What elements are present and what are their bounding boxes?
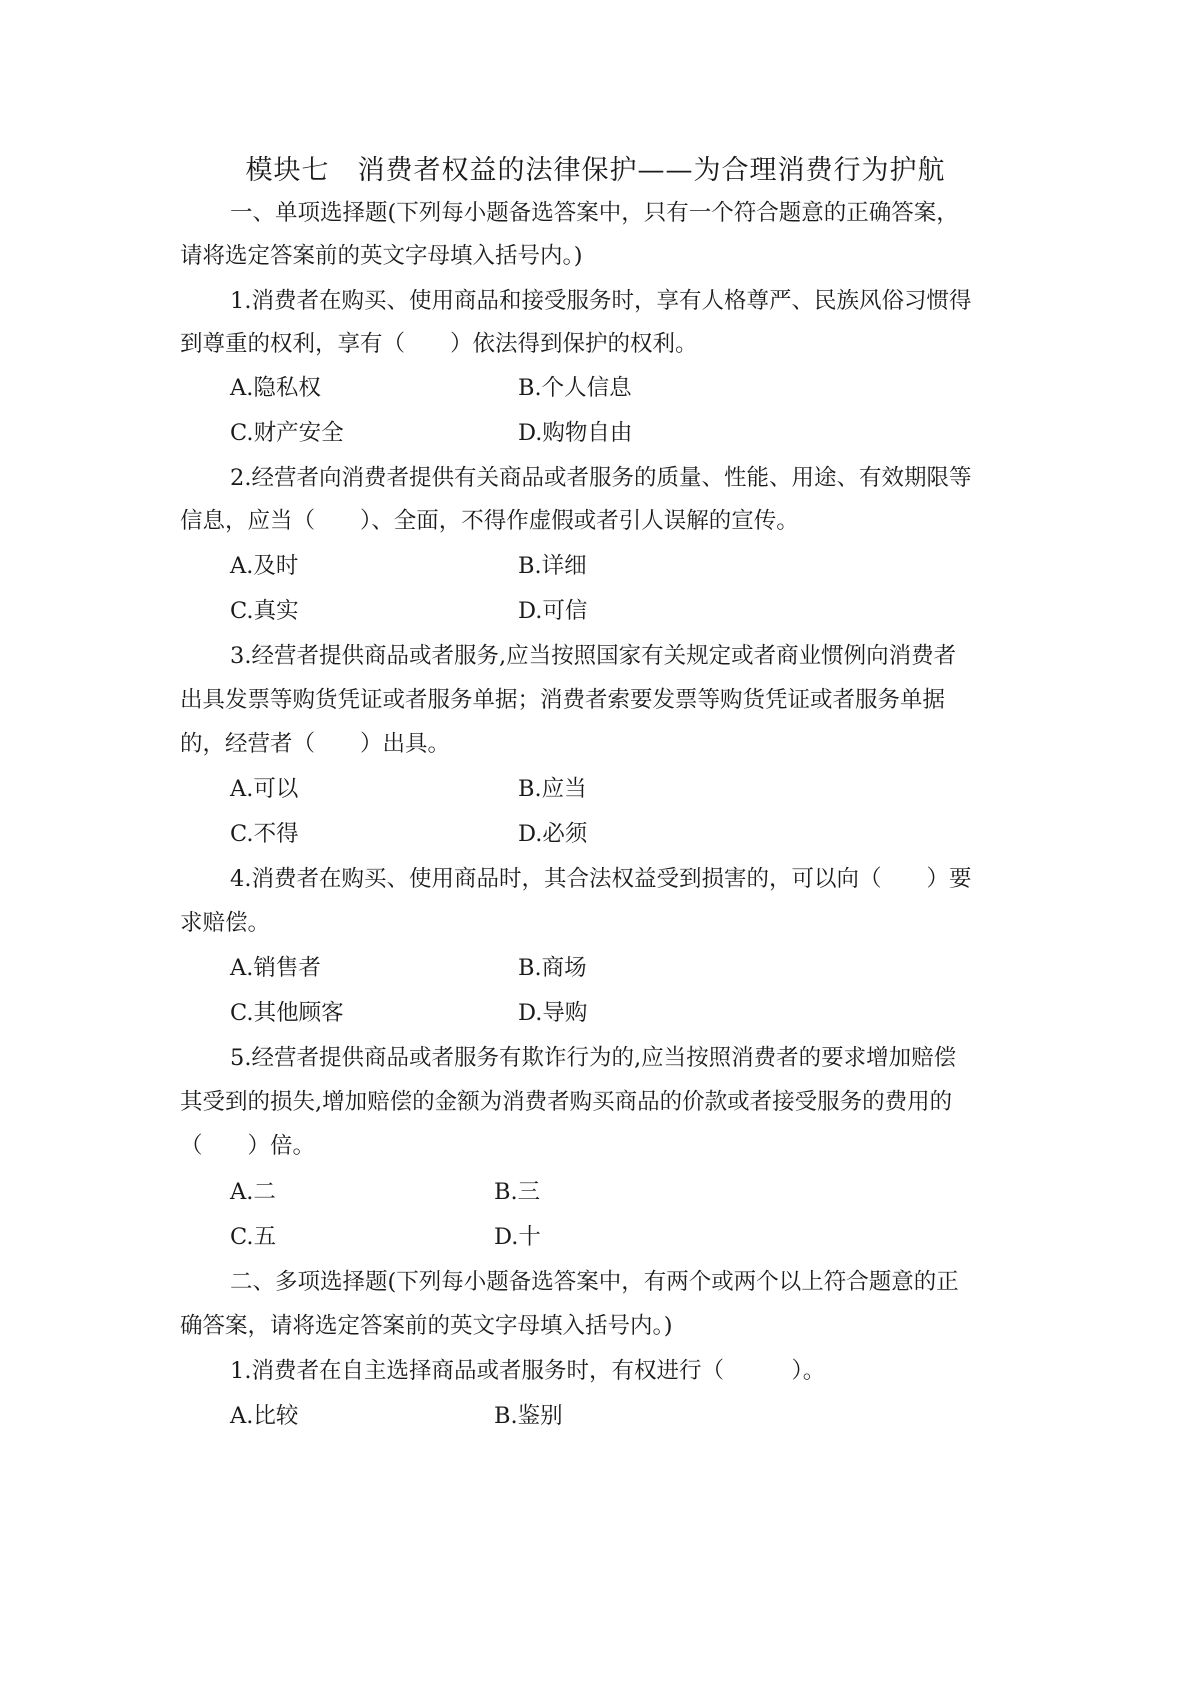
question-1-option-b: B.个人信息 [518,375,632,401]
question-5-line3: （ ）倍。 [180,1133,316,1159]
question-3-line2: 出具发票等购货凭证或者服务单据；消费者索要发票等购货凭证或者服务单据 [180,687,946,713]
question-4-line2: 求赔偿。 [180,910,271,936]
multi-question-1-option-b: B.鉴别 [494,1403,563,1429]
question-2-line2: 信息，应当（ ）、全面，不得作虚假或者引人误解的宣传。 [180,508,799,534]
question-5-option-c: C.五 [230,1224,277,1250]
question-3-option-a: A.可以 [230,776,299,802]
section1-heading-line2: 请将选定答案前的英文字母填入括号内。) [180,243,583,269]
page-title: 模块七 消费者权益的法律保护——为合理消费行为护航 [245,155,946,186]
question-4-option-a: A.销售者 [230,955,321,981]
question-2-option-d: D.可信 [518,598,588,624]
multi-question-1-option-a: A.比较 [230,1403,299,1429]
question-2-option-c: C.真实 [230,598,299,624]
question-1-line1: 1.消费者在购买、使用商品和接受服务时，享有人格尊严、民族风俗习惯得 [230,288,972,314]
question-1-line2: 到尊重的权利，享有（ ）依法得到保护的权利。 [180,331,698,357]
question-5-option-d: D.十 [494,1224,541,1250]
question-4-option-c: C.其他顾客 [230,1000,344,1026]
question-3-option-c: C.不得 [230,821,299,847]
multi-question-1-line1: 1.消费者在自主选择商品或者服务时，有权进行（ ）。 [230,1358,826,1384]
question-3-line3: 的，经营者（ ）出具。 [180,731,451,757]
question-5-option-b: B.三 [494,1179,541,1205]
question-4-option-d: D.导购 [518,1000,588,1026]
question-5-option-a: A.二 [230,1179,276,1205]
section1-heading-line1: 一、单项选择题(下列每小题备选答案中，只有一个符合题意的正确答案， [230,200,959,226]
question-2-line1: 2.经营者向消费者提供有关商品或者服务的质量、性能、用途、有效期限等 [230,465,972,491]
question-3-line1: 3.经营者提供商品或者服务,应当按照国家有关规定或者商业惯例向消费者 [230,643,957,669]
question-3-option-b: B.应当 [518,776,587,802]
question-3-option-d: D.必须 [518,821,588,847]
question-2-option-b: B.详细 [518,553,587,579]
question-4-option-b: B.商场 [518,955,587,981]
question-4-line1: 4.消费者在购买、使用商品时，其合法权益受到损害的，可以向（ ）要 [230,866,972,892]
question-5-line2: 其受到的损失,增加赔偿的金额为消费者购买商品的价款或者接受服务的费用的 [180,1089,953,1115]
section2-heading-line2: 确答案，请将选定答案前的英文字母填入括号内。) [180,1313,673,1339]
question-1-option-c: C.财产安全 [230,420,344,446]
question-1-option-d: D.购物自由 [518,420,633,446]
question-5-line1: 5.经营者提供商品或者服务有欺诈行为的,应当按照消费者的要求增加赔偿 [230,1045,957,1071]
question-2-option-a: A.及时 [230,553,299,579]
question-1-option-a: A.隐私权 [230,375,321,401]
section2-heading-line1: 二、多项选择题(下列每小题备选答案中，有两个或两个以上符合题意的正 [230,1269,959,1295]
